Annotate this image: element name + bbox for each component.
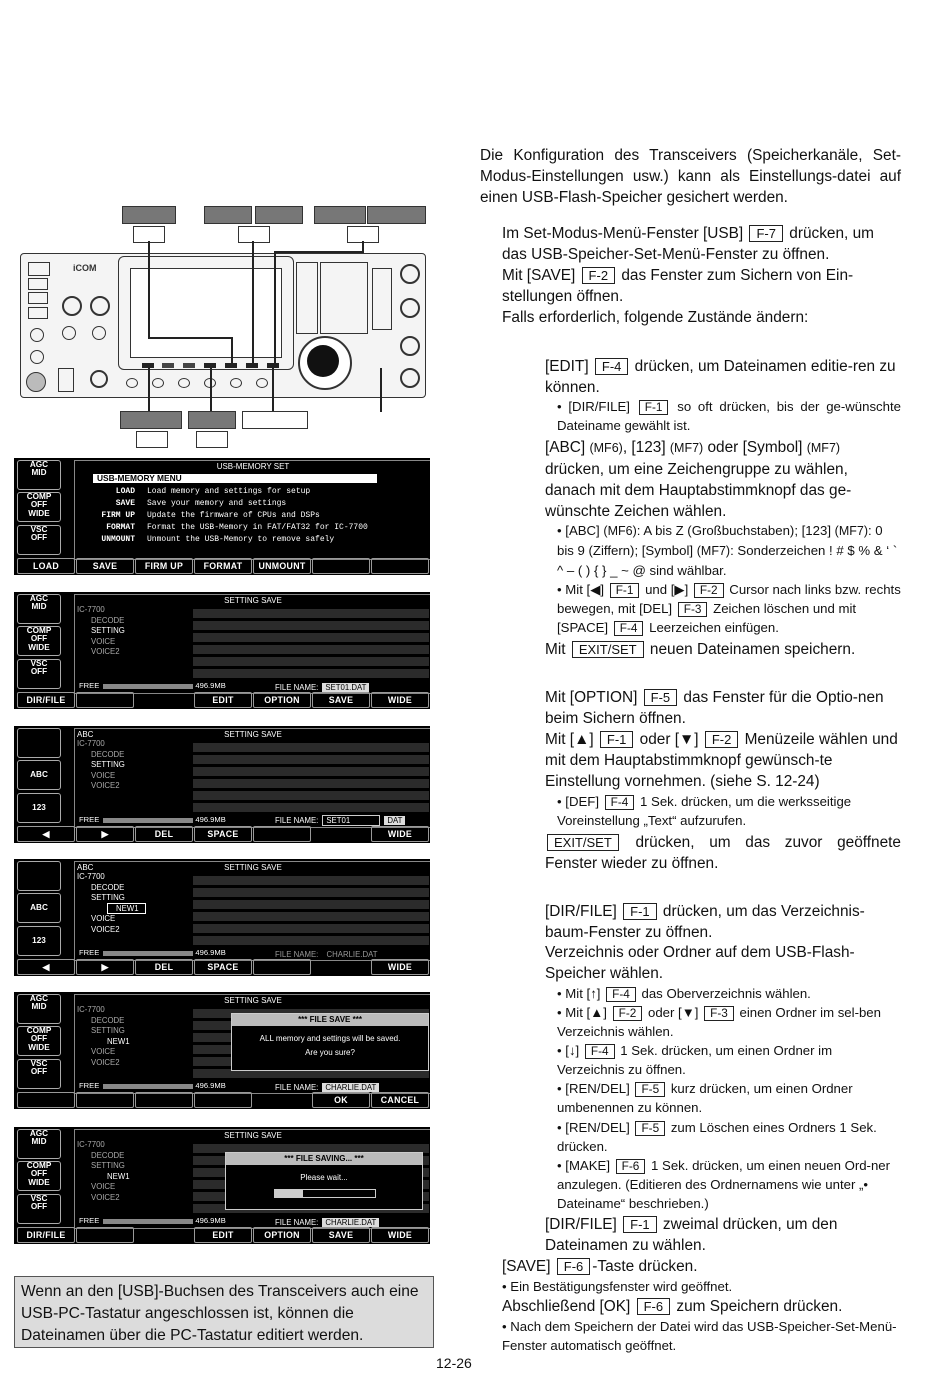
radio-knob bbox=[62, 296, 82, 316]
edit-bullet3: • Mit [◀] F-1 und [▶] F-2 Cursor nach links bzw. rechts bewegen, mit [DEL] F-3 Zeichen löschen und mit [SPACE] F-4 Leerzeichen einfügen. bbox=[557, 582, 901, 635]
screen-edit-folder bbox=[14, 859, 430, 976]
menu-header: USB-MEMORY MENU bbox=[93, 474, 377, 483]
dialog-message: ALL memory and settings will be saved. bbox=[259, 1034, 401, 1043]
radio-knob bbox=[400, 336, 420, 356]
fkey-save[interactable]: SAVE bbox=[312, 692, 370, 708]
free-space: FREE 496.9MB bbox=[79, 1081, 226, 1090]
fkey-dir-file[interactable]: DIR/FILE bbox=[17, 1227, 75, 1243]
tree-folder[interactable]: DECODE bbox=[91, 749, 125, 759]
option-line1: Mit [OPTION] F-5 das Fenster für die Optio-nen beim Sichern öffnen. bbox=[545, 689, 884, 727]
fkey-edit[interactable]: EDIT bbox=[194, 1227, 252, 1243]
side-abc[interactable]: ABC bbox=[17, 760, 61, 790]
side-vsc[interactable]: VSC OFF bbox=[17, 525, 61, 555]
fkey-wide[interactable]: WIDE bbox=[371, 959, 429, 975]
edit-line1: [EDIT] F-4 drücken, um Dateinamen editie-ren zu können. bbox=[545, 358, 896, 396]
save-panel bbox=[74, 994, 430, 1094]
side-abc[interactable]: ABC bbox=[17, 893, 61, 923]
dir-line3: [DIR/FILE] F-1 zweimal drücken, um den Dateinamen zu wählen. bbox=[545, 1216, 838, 1254]
edit-bullet2: • [ABC] (MF6): A bis Z (Großbuchstaben); [123] (MF7): 0 bis 9 (Ziffern); [Symbol] (MF7): Sonderzeichen ! # $ % & ‘ ` ^ – ( ) { } _ ~ @ sind wählbar. bbox=[557, 523, 898, 578]
tree-root[interactable]: IC-7700 bbox=[77, 1005, 105, 1014]
free-space: FREE 496.9MB bbox=[79, 948, 226, 957]
fkey-firmup[interactable]: FIRM UP bbox=[135, 558, 193, 574]
fkey-save[interactable]: SAVE bbox=[76, 558, 134, 574]
save-bullet1: • Ein Bestätigungsfenster wird geöffnet. bbox=[502, 1279, 733, 1294]
side-agc[interactable]: AGC MID bbox=[17, 994, 61, 1024]
dialog-title: *** FILE SAVE *** bbox=[232, 1014, 428, 1026]
menu-item-unmount[interactable]: UNMOUNT Unmount the USB-Memory to remove safely bbox=[101, 535, 335, 544]
side-agc[interactable]: AGC MID bbox=[17, 594, 61, 624]
leader-line bbox=[274, 251, 364, 253]
dir-bullet4: • [REN/DEL] F-5 kurz drücken, um einen Ordner umbenennen zu können. bbox=[557, 1081, 853, 1115]
fkey-edit[interactable]: EDIT bbox=[194, 692, 252, 708]
free-space: FREE 496.9MB bbox=[79, 681, 226, 690]
screen-file-save-confirm bbox=[14, 992, 430, 1109]
input-mode: ABC bbox=[77, 730, 94, 739]
screen-title: SETTING SAVE bbox=[224, 996, 282, 1005]
tree-folder[interactable]: VOICE2 bbox=[91, 647, 120, 656]
radio-knob bbox=[30, 350, 44, 364]
callout-box bbox=[204, 206, 252, 224]
tree-folder[interactable]: VOICE bbox=[91, 914, 116, 923]
callout-box bbox=[122, 206, 176, 224]
saving-progress-fill bbox=[275, 1190, 303, 1197]
save-panel bbox=[74, 728, 430, 828]
file-name: FILE NAME: SET01.DAT bbox=[275, 683, 369, 692]
radio-knob bbox=[400, 264, 420, 284]
fkey-ok[interactable]: OK bbox=[312, 1092, 370, 1108]
callout-box bbox=[120, 411, 182, 429]
save-line1: [SAVE] F-6 -Taste drücken. bbox=[502, 1258, 698, 1275]
leader-line bbox=[148, 337, 232, 339]
leader-line bbox=[272, 368, 274, 412]
fkey-load[interactable]: LOAD bbox=[17, 558, 75, 574]
side-vsc[interactable]: VSC OFF bbox=[17, 1059, 61, 1089]
file-name: FILE NAME: SET01 DAT bbox=[275, 815, 405, 826]
tree-folder[interactable]: VOICE2 bbox=[91, 924, 120, 934]
confirm-dialog bbox=[231, 1013, 429, 1071]
folder-tree bbox=[77, 872, 146, 935]
side-vsc[interactable]: VSC OFF bbox=[17, 1194, 61, 1224]
radio-knob bbox=[90, 370, 108, 388]
screen-title: SETTING SAVE bbox=[224, 730, 282, 739]
leader-line bbox=[148, 241, 150, 337]
tree-folder-selected[interactable]: SETTING bbox=[91, 626, 125, 635]
folder-tree bbox=[77, 739, 125, 792]
saving-dialog bbox=[225, 1152, 423, 1210]
radio-keypad bbox=[296, 262, 318, 334]
screen-title: SETTING SAVE bbox=[224, 863, 282, 872]
screen-title: SETTING SAVE bbox=[224, 1131, 282, 1140]
fkey-dir-file[interactable]: DIR/FILE bbox=[17, 692, 75, 708]
tree-folder[interactable]: VOICE bbox=[91, 636, 116, 646]
screen-title: SETTING SAVE bbox=[224, 596, 282, 605]
fkey-empty[interactable] bbox=[17, 1092, 75, 1108]
side-comp[interactable]: COMP OFF WIDE bbox=[17, 1161, 61, 1191]
dir-bullet6: • [MAKE] F-6 1 Sek. drücken, um einen neuen Ord-ner anzulegen. (Editieren des Ordnernamens wie unter „• Dateiname“ beschrieben.) bbox=[557, 1158, 891, 1211]
radio-knob bbox=[62, 326, 76, 340]
radio-key bbox=[28, 278, 48, 290]
dir-bullet5: • [REN/DEL] F-5 zum Löschen eines Ordners 1 Sek. drücken. bbox=[557, 1120, 877, 1154]
tree-folder-selected[interactable]: NEW1 bbox=[107, 1036, 130, 1046]
side-blank[interactable] bbox=[17, 728, 61, 758]
radio-keypad bbox=[320, 262, 368, 334]
saving-progress-bar bbox=[274, 1189, 376, 1198]
radio-knob bbox=[90, 296, 110, 316]
tree-root[interactable]: IC-7700 bbox=[77, 605, 105, 614]
step1-text: Im Set-Modus-Menü-Fenster [USB] F-7 drücken, um das USB-Speicher-Set-Menü-Fenster zu öffnen. Mit [SAVE] F-2 das Fenster zum Sichern von Ein-stellungen öffnen. Falls erforderlich, folgende Zustände ändern: bbox=[502, 225, 874, 326]
fkey-cursor-right[interactable]: ▶ bbox=[76, 826, 134, 842]
callout-key bbox=[238, 226, 270, 243]
free-space: FREE 496.9MB bbox=[79, 815, 226, 824]
fkey-cursor-left[interactable]: ◀ bbox=[17, 826, 75, 842]
tree-folder[interactable]: VOICE2 bbox=[91, 1057, 120, 1067]
leader-line bbox=[380, 368, 382, 412]
fkey-del[interactable]: DEL bbox=[135, 959, 193, 975]
save-bullet2: • Nach dem Speichern der Datei wird das USB-Speicher-Set-Menü-Fenster automatisch geöffnet. bbox=[502, 1319, 897, 1353]
side-comp[interactable]: COMP OFF WIDE bbox=[17, 492, 61, 522]
tree-folder[interactable]: DECODE bbox=[91, 1150, 125, 1160]
fkey-cancel[interactable]: CANCEL bbox=[371, 1092, 429, 1108]
radio-key bbox=[230, 378, 242, 388]
tree-folder[interactable]: SETTING bbox=[91, 893, 125, 902]
save-panel bbox=[74, 861, 430, 961]
fkey-space[interactable]: SPACE bbox=[194, 826, 252, 842]
callout-box bbox=[242, 411, 308, 429]
save-panel bbox=[74, 594, 430, 694]
callout-box bbox=[188, 411, 236, 429]
menu-item-save[interactable]: SAVE Save your memory and settings bbox=[115, 499, 287, 508]
tree-folder[interactable]: VOICE bbox=[91, 1047, 116, 1056]
fkey-option[interactable]: OPTION bbox=[253, 1227, 311, 1243]
option-bullet1: • [DEF] F-4 1 Sek. drücken, um die werksseitige Voreinstellung „Text“ aufzurufen. bbox=[557, 794, 852, 828]
screen-setting-save bbox=[14, 592, 430, 709]
file-name: FILE NAME: CHARLIE.DAT bbox=[275, 1083, 379, 1092]
radio-key bbox=[126, 378, 138, 388]
fkey-cursor-right[interactable]: ▶ bbox=[76, 959, 134, 975]
tree-folder[interactable]: VOICE2 bbox=[91, 1192, 120, 1202]
fkey-empty[interactable] bbox=[253, 826, 311, 842]
dialog-question: Are you sure? bbox=[305, 1048, 355, 1057]
menu-item-firmup[interactable]: FIRM UP Update the firmware of CPUs and DSPs bbox=[101, 511, 320, 520]
fkey-empty[interactable] bbox=[135, 1092, 193, 1108]
fkey-empty[interactable] bbox=[371, 558, 429, 574]
intro-text: Die Konfiguration des Transceivers (Speicherkanäle, Set-Modus-Einstellungen usw.) kann als Einstellungs-datei auf einen USB-Flash-Speicher gesichert werden. bbox=[480, 147, 901, 206]
dir-line2: Verzeichnis oder Ordner auf dem USB-Flash-Speicher wählen. bbox=[545, 944, 855, 982]
side-123[interactable]: 123 bbox=[17, 926, 61, 956]
fkey-space[interactable]: SPACE bbox=[194, 959, 252, 975]
tree-root[interactable]: IC-7700 bbox=[77, 1140, 105, 1149]
fkey-empty[interactable] bbox=[194, 1092, 252, 1108]
callout-key bbox=[136, 431, 168, 448]
leader-line bbox=[274, 251, 276, 365]
fkey-save[interactable]: SAVE bbox=[312, 1227, 370, 1243]
tree-folder-selected[interactable]: SETTING bbox=[91, 760, 125, 769]
screen-title: USB-MEMORY SET bbox=[216, 462, 290, 471]
menu-item-format[interactable]: FORMAT Format the USB-Memory in FAT/FAT32 for IC-7700 bbox=[106, 523, 368, 532]
main-dial-knob bbox=[307, 345, 339, 377]
callout-box bbox=[314, 206, 366, 224]
dir-bullet2: • Mit [▲] F-2 oder [▼] F-3 einen Ordner im sel-ben Verzeichnis wählen. bbox=[557, 1005, 881, 1039]
screen-file-saving bbox=[14, 1127, 430, 1244]
side-comp[interactable]: COMP OFF WIDE bbox=[17, 626, 61, 656]
free-space: FREE 496.9MB bbox=[79, 1216, 226, 1225]
screen-edit-filename bbox=[14, 726, 430, 843]
radio-knob bbox=[400, 368, 420, 388]
folder-tree bbox=[77, 1005, 130, 1068]
softkey bbox=[162, 363, 174, 368]
screen-usb-memory-set bbox=[14, 458, 430, 575]
fkey-empty[interactable] bbox=[76, 692, 134, 708]
menu-list bbox=[83, 486, 368, 546]
tree-root[interactable]: IC-7700 bbox=[77, 872, 105, 881]
radio-keypad bbox=[372, 268, 392, 330]
usb-menu-panel bbox=[74, 460, 430, 560]
leader-line bbox=[210, 368, 212, 412]
option-line3: EXIT/SET drücken, um das zuvor geöffnete Fenster wieder zu öffnen. bbox=[545, 834, 901, 872]
side-blank[interactable] bbox=[17, 861, 61, 891]
leader-line bbox=[231, 337, 233, 365]
radio-key bbox=[152, 378, 164, 388]
tree-folder-editing[interactable]: NEW1 bbox=[107, 903, 146, 914]
fkey-unmount[interactable]: UNMOUNT bbox=[253, 558, 311, 574]
callout-box bbox=[367, 206, 426, 224]
edit-line2: [ABC] (MF6), [123] (MF7) oder [Symbol] (MF7) drücken, um eine Zeichengruppe zu wählen, danach mit dem Hauptabstimmknopf das ge-wünschte Zeichen wählen. bbox=[545, 439, 852, 520]
save-panel bbox=[74, 1129, 430, 1229]
softkey bbox=[183, 363, 195, 368]
radio-key bbox=[256, 378, 268, 388]
radio-key bbox=[28, 307, 48, 319]
dir-bullet1: • Mit [↑] F-4 das Oberverzeichnis wählen. bbox=[557, 986, 811, 1001]
side-vsc[interactable]: VSC OFF bbox=[17, 659, 61, 689]
dialog-title: *** FILE SAVING... *** bbox=[226, 1153, 422, 1165]
radio-key bbox=[58, 368, 74, 392]
tree-root[interactable]: IC-7700 bbox=[77, 739, 105, 748]
menu-item-load[interactable]: LOAD Load memory and settings for setup bbox=[115, 487, 311, 496]
radio-key bbox=[28, 262, 50, 276]
radio-key bbox=[28, 292, 48, 304]
fkey-option[interactable]: OPTION bbox=[253, 692, 311, 708]
file-name: FILE NAME: CHARLIE.DAT bbox=[275, 1218, 379, 1227]
dialog-message: Please wait... bbox=[300, 1173, 348, 1182]
folder-tree bbox=[77, 605, 125, 658]
leader-line bbox=[148, 368, 150, 412]
fkey-del[interactable]: DEL bbox=[135, 826, 193, 842]
radio-display bbox=[130, 268, 282, 358]
note-box: Wenn an den [USB]-Buchsen des Transceivers auch eine USB-PC-Tastatur angeschlossen ist, können die Dateinamen über die PC-Tastatur editiert werden. bbox=[14, 1276, 434, 1348]
fkey-cursor-left[interactable]: ◀ bbox=[17, 959, 75, 975]
fkey-wide[interactable]: WIDE bbox=[371, 692, 429, 708]
option-line2: Mit [▲] F-1 oder [▼] F-2 Menüzeile wählen und mit dem Hauptabstimmknopf gewünsch-te Einstellung vornehmen. (siehe S. 12-24) bbox=[545, 731, 898, 790]
fkey-format[interactable]: FORMAT bbox=[194, 558, 252, 574]
leader-line bbox=[252, 241, 254, 365]
side-agc[interactable]: AGC MID bbox=[17, 460, 61, 490]
tree-folder[interactable]: VOICE bbox=[91, 770, 116, 780]
page-number: 12-26 bbox=[436, 1355, 472, 1371]
side-agc[interactable]: AGC MID bbox=[17, 1129, 61, 1159]
edit-line3: Mit EXIT/SET neuen Dateinamen speichern. bbox=[545, 641, 856, 658]
file-name: FILE NAME: CHARLIE.DAT bbox=[275, 950, 378, 959]
dir-bullet3: • [↓] F-4 1 Sek. drücken, um einen Ordner im Verzeichnis zu öffnen. bbox=[557, 1043, 833, 1077]
tree-folder[interactable]: SETTING bbox=[91, 1161, 125, 1170]
fkey-empty[interactable] bbox=[76, 1227, 134, 1243]
callout-box bbox=[255, 206, 303, 224]
tree-folder[interactable]: VOICE2 bbox=[91, 781, 120, 790]
radio-key bbox=[178, 378, 190, 388]
dir-line1: [DIR/FILE] F-1 drücken, um das Verzeichnis-baum-Fenster zu öffnen. bbox=[545, 903, 865, 941]
tree-folder[interactable]: DECODE bbox=[91, 1015, 125, 1025]
callout-key bbox=[196, 431, 228, 448]
radio-logo: iCOM bbox=[73, 263, 97, 273]
tree-folder[interactable]: DECODE bbox=[91, 882, 125, 892]
radio-knob bbox=[400, 298, 420, 318]
side-comp[interactable]: COMP OFF WIDE bbox=[17, 1026, 61, 1056]
radio-knob bbox=[92, 326, 106, 340]
input-mode: ABC bbox=[77, 863, 94, 872]
fkey-empty[interactable] bbox=[253, 959, 311, 975]
radio-knob bbox=[30, 328, 44, 342]
fkey-empty[interactable] bbox=[312, 558, 370, 574]
fkey-empty[interactable] bbox=[76, 1092, 134, 1108]
tree-folder[interactable]: SETTING bbox=[91, 1026, 125, 1035]
save-line2: Abschließend [OK] F-6 zum Speichern drücken. bbox=[502, 1298, 843, 1315]
tree-folder[interactable]: VOICE bbox=[91, 1182, 116, 1191]
edit-bullet1: • [DIR/FILE] F-1 so oft drücken, bis der ge-wünschte Dateiname gewählt ist. bbox=[557, 399, 901, 433]
fkey-wide[interactable]: WIDE bbox=[371, 826, 429, 842]
fkey-wide[interactable]: WIDE bbox=[371, 1227, 429, 1243]
folder-tree bbox=[77, 1140, 130, 1203]
tree-folder-selected[interactable]: NEW1 bbox=[107, 1171, 130, 1181]
tree-folder[interactable]: DECODE bbox=[91, 615, 125, 625]
radio-jack bbox=[26, 372, 46, 392]
side-123[interactable]: 123 bbox=[17, 793, 61, 823]
